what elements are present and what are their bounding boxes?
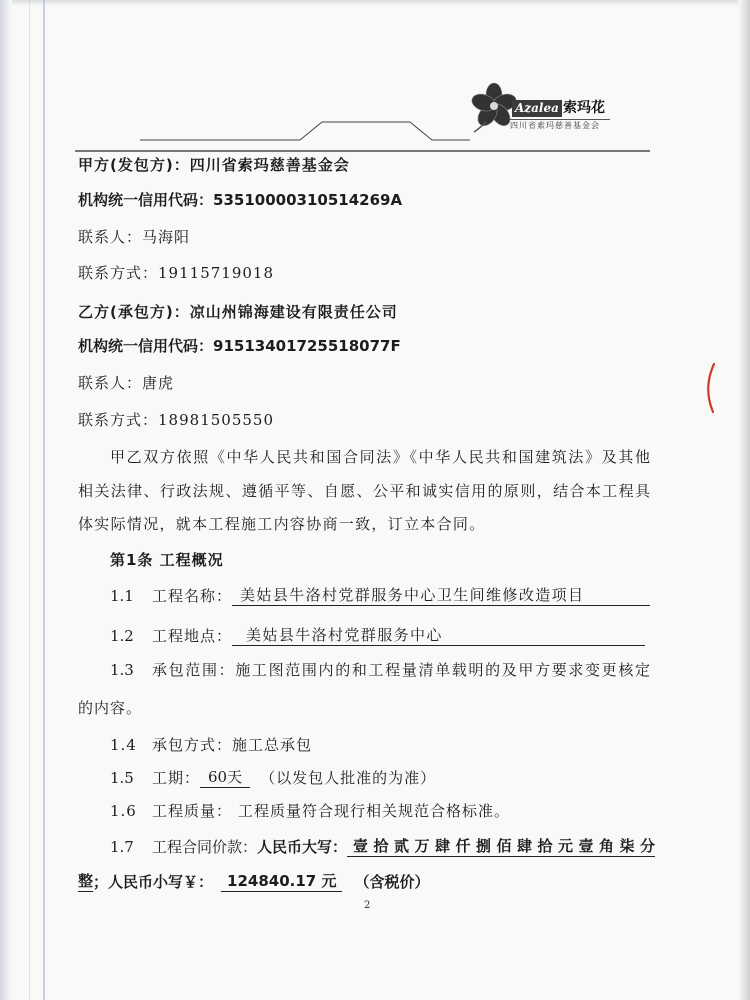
item-number: 1.1: [110, 587, 134, 605]
party-a-credit-label: 机构统一信用代码：: [78, 191, 214, 209]
party-b-contact: 唐虎: [142, 374, 175, 392]
item-number: 1.6: [110, 802, 137, 820]
quality-value: 工程质量符合现行相关规范合格标准。: [238, 802, 511, 820]
item-label: 工程合同价款：: [152, 838, 258, 856]
logo-brand-en: Azalea: [515, 101, 559, 115]
party-b-credit-code: 91513401725518077F: [213, 337, 401, 355]
party-b-credit-label: 机构统一信用代码：: [78, 337, 214, 355]
item-1-6: [110, 801, 510, 821]
article-1-title: 第1条 工程概况: [110, 551, 224, 569]
party-b-name: 凉山州锦海建设有限责任公司: [189, 303, 398, 321]
party-a-phone-label: 联系方式：: [78, 264, 159, 282]
amount-words-end: 整: [78, 872, 94, 890]
item-label: 工程地点：: [152, 627, 233, 645]
party-b-contact-line: [78, 373, 174, 393]
item-label: 承包方式：: [152, 736, 233, 754]
preamble-line: 甲乙双方依照《中华人民共和国合同法》《中华人民共和国建筑法》及其他: [110, 448, 650, 466]
party-b-label: 乙方(承包方)：: [78, 303, 190, 321]
project-name-value: 美姑县牛洛村党群服务中心卫生间维修改造项目: [232, 585, 650, 606]
amount-figures-label: ；人民币小写￥：: [93, 873, 214, 891]
preamble-line: 相关法律、行政法规、遵循平等、自愿、公平和诚实信用的原则，结合本工程具: [78, 482, 650, 500]
amount-figures-value: 124840.17 元: [221, 871, 342, 892]
logo-divider: [510, 119, 610, 120]
party-a-name: 四川省索玛慈善基金会: [189, 156, 350, 174]
amount-words-value: 壹拾贰万肆仟捌佰肆拾元壹角柒分: [347, 836, 655, 857]
duration-value: 60天: [200, 767, 250, 788]
scope-value-continued: 的内容。: [78, 699, 143, 717]
tax-note: （含税价）: [354, 873, 430, 891]
item-1-7: [110, 837, 655, 857]
party-b-line: [78, 302, 398, 322]
item-label: 工期：: [152, 769, 201, 787]
party-b-phone-line: [78, 410, 274, 430]
seal-fragment: [708, 364, 714, 412]
item-label: 工程质量：: [152, 802, 233, 820]
party-a-credit-line: [78, 190, 402, 210]
logo-brand-cn: 索玛花: [563, 100, 605, 116]
party-b-phone: 18981505550: [158, 411, 274, 429]
logo-band: [512, 100, 562, 117]
preamble-line: 体实际情况，就本工程施工内容协商一致，订立本合同。: [78, 515, 486, 533]
party-a-credit-code: 53510000310514269A: [213, 191, 403, 209]
item-1-3: [110, 660, 650, 680]
party-a-contact-line: [78, 227, 190, 247]
party-a-phone: 19115719018: [158, 264, 274, 282]
party-b-phone-label: 联系方式：: [78, 411, 159, 429]
party-a-line: [78, 155, 350, 175]
amount-words-label: 人民币大写：: [257, 838, 348, 856]
party-a-label: 甲方(发包方)：: [78, 156, 190, 174]
duration-note: （以发包人批准的为准）: [260, 769, 437, 787]
item-number: 1.7: [110, 838, 134, 856]
item-label: 承包范围：: [152, 661, 236, 679]
item-number: 1.2: [110, 627, 134, 645]
item-1-5: [110, 768, 436, 788]
item-number: 1.4: [110, 736, 137, 754]
party-a-phone-line: [78, 263, 274, 283]
letterhead-logo: [466, 82, 616, 134]
letterhead-step-line: [140, 122, 470, 140]
scope-value: 施工图范围内的和工程量清单载明的及甲方要求变更核定: [235, 661, 650, 679]
item-number: 1.3: [110, 661, 134, 679]
project-location-value: 美姑县牛洛村党群服务中心: [232, 625, 645, 646]
item-1-2: [110, 626, 645, 646]
item-label: 工程名称：: [152, 587, 233, 605]
party-b-contact-label: 联系人：: [78, 374, 143, 392]
party-a-contact-label: 联系人：: [78, 228, 143, 246]
logo-org-name: 四川省索玛慈善基金会: [510, 121, 600, 130]
party-b-credit-line: [78, 336, 401, 356]
item-number: 1.5: [110, 769, 134, 787]
item-1-1: [110, 586, 650, 606]
party-a-contact: 马海阳: [142, 228, 191, 246]
item-1-7-continued: [78, 872, 429, 892]
item-1-4: [110, 735, 312, 755]
item-1-3-text: [152, 660, 650, 680]
page-number: 2: [364, 900, 371, 911]
contract-mode-value: 施工总承包: [232, 736, 313, 754]
